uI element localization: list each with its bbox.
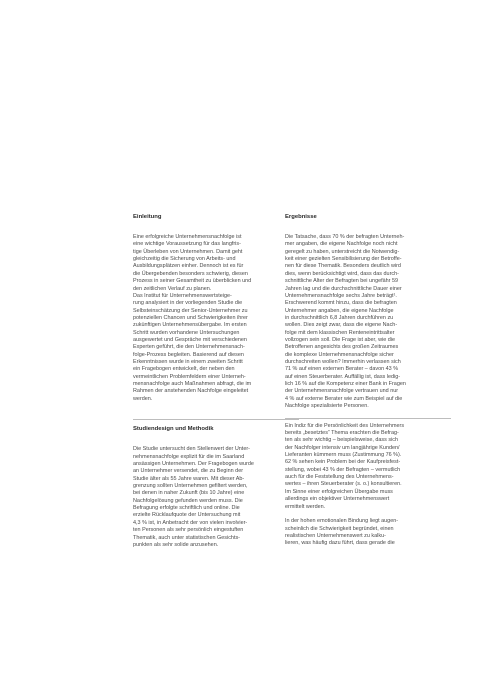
text-line: punkten als sehr solide anzusehen. xyxy=(133,541,219,548)
text-line: 62 % sehen kein Problem bei der Kaufpreisfest- xyxy=(285,459,401,466)
text-line: vermeintlichen Problemfeldern einer Unterneh- xyxy=(133,373,246,380)
text-line: bereits „besetztes“ Thema erachten die Befrag- xyxy=(285,430,399,437)
text-line: mer angaben, die eigene Nachfolge noch nicht xyxy=(285,241,398,248)
text-line: 4,3 % ist, in Anbetracht der von vielen involvier- xyxy=(133,519,248,526)
text-line: allerdings ein objektiver Unternehmenswert xyxy=(285,496,390,503)
text-line: auf einen Steuerberater. Auffällig ist, dass ledig- xyxy=(285,373,401,380)
text-line: Erschwerend kommt hinzu, dass die befragten xyxy=(285,300,397,307)
results-paragraph xyxy=(285,234,451,410)
intro-paragraph xyxy=(133,234,299,403)
text-line: ten als sehr wichtig – beispielsweise, dass sich xyxy=(285,437,399,444)
personality-paragraph xyxy=(285,423,451,511)
heading-studiendesign: Studiendesign und Methodik xyxy=(133,426,214,433)
text-line: Rahmen der anstehenden Nachfolge eingeleitet xyxy=(133,388,249,395)
text-line: lich 16 % auf die Kompetenz einer Bank in Fragen xyxy=(285,380,406,387)
text-line: Die Tatsache, dass 70 % der befragten Unterneh- xyxy=(285,234,405,241)
text-line: ten Personen als sehr persönlich eingestuften xyxy=(133,527,244,534)
heading-einleitung: Einleitung xyxy=(133,214,162,220)
text-line: geregelt zu haben, unterstreicht die Notwendig- xyxy=(285,248,400,255)
text-line: Schritt wurden vorhandene Untersuchungen xyxy=(133,329,240,336)
text-line: ermittelt werden. xyxy=(285,503,326,510)
text-line: der Unternehmensnachfolge vertrauen und nur xyxy=(285,388,399,395)
text-line: Lieferanten kümmern muss (Zustimmung 76 %). xyxy=(285,452,402,459)
text-line: Nachfolge spezialisierte Personen. xyxy=(285,403,369,409)
text-line: vollzogen sein soll. Die Frage ist aber, wie die xyxy=(285,336,396,343)
text-line: stellung, wobei 43 % der Befragten – vermutlich xyxy=(285,466,401,473)
text-line: Die Studie untersucht den Stellenwert der Unter- xyxy=(133,446,250,453)
text-line: Ausbildungsplätzen einher. Dennoch ist es für xyxy=(133,263,244,270)
text-line: In der hohen emotionalen Bindung liegt augen- xyxy=(285,518,399,525)
text-line: keit einer gezielten Sensibilisierung der Betroffe- xyxy=(285,256,402,263)
text-line: Eine erfolgreiche Unternehmensnachfolge ist xyxy=(133,234,242,241)
text-line: auch für die Feststellung des Unternehmens- xyxy=(285,474,394,481)
text-line: Befragung erfolgte schriftlich und online. Die xyxy=(133,505,240,512)
text-line: Jahren lag und die durchschnittliche Dauer einer xyxy=(285,285,402,292)
right-column xyxy=(285,214,451,548)
text-line: durchschreiten wollen? Immerhin verlassen sich xyxy=(285,358,401,365)
text-line: folge mit dem klassischen Renteneintrittsalter xyxy=(285,329,395,336)
text-line: potenziellen Chancen und Schwierigkeiten ihrer xyxy=(133,314,248,321)
text-line: realistischen Unternehmenswert zu kalku- xyxy=(285,532,386,539)
text-line: Im Sinne einer erfolgreichen Übergabe muss xyxy=(285,488,393,495)
text-line: Das Institut für Unternehmenswertsteige- xyxy=(133,292,232,299)
text-line: scheinlich die Schwierigkeit begründet, einen xyxy=(285,525,394,532)
text-line: 71 % auf einen externen Berater – davon 43 % xyxy=(285,366,399,373)
text-line: nen für diese Thematik. Besonders deutlich wird xyxy=(285,263,401,270)
text-line: ausgewertet und Gespräche mit verschiedenen xyxy=(133,336,247,343)
text-line: schnittliche Alter der Befragten bei ungefähr 59 xyxy=(285,278,399,285)
text-line: rung analysiert in der vorliegenden Studie die xyxy=(133,300,243,307)
left-column xyxy=(133,214,299,549)
text-line: lieren, was häufig dazu führt, dass gerade die xyxy=(285,540,395,547)
text-line: mensnachfolge auch Maßnahmen abfragt, die im xyxy=(133,380,252,387)
design-paragraph xyxy=(133,446,299,549)
text-line: Selbsteinschätzung der Senior-Unternehmer zu xyxy=(133,307,248,314)
text-line: wertes – ihren Steuerberater (s. o.) konsultieren. xyxy=(285,481,402,488)
text-line: Thematik, auch unter statistischen Gesichts- xyxy=(133,534,240,541)
text-line: an Unternehmer versendet, die zu Beginn der xyxy=(133,468,244,475)
text-line: den zeitlichen Verlauf zu planen. xyxy=(133,285,212,292)
text-line: Nachfolgelösung gefunden werden muss. Die xyxy=(133,497,243,504)
text-line: eine wichtige Voraussetzung für das langfris- xyxy=(133,241,241,248)
text-line: die komplexe Unternehmensnachfolge sicher xyxy=(285,351,394,358)
heading-ergebnisse: Ergebnisse xyxy=(285,214,317,220)
text-line: bei denen in naher Zukunft (bis 10 Jahre) eine xyxy=(133,490,245,497)
text-line: ansässigen Unternehmen. Der Fragebogen wurde xyxy=(133,461,254,468)
text-line: werden. xyxy=(133,395,153,402)
text-line: 4 % auf externe Berater wie zum Beispiel auf die xyxy=(285,395,403,402)
text-line: Erkenntnissen wurde in einem zweiten Schritt xyxy=(133,358,243,365)
text-line: tige Überleben von Unternehmen. Damit geht xyxy=(133,248,243,255)
text-line: Unternehmer angaben, die eigene Nachfolge xyxy=(285,307,394,314)
text-line: ein Fragebogen entwickelt, der neben den xyxy=(133,366,235,373)
text-line: Studie älter als 55 Jahre waren. Mit dieser Ab- xyxy=(133,475,245,482)
text-line: grenzung sollten Unternehmen gefiltert werden, xyxy=(133,483,248,490)
text-line: Betroffenen angesichts des großen Zeitraumes xyxy=(285,344,399,351)
text-line: nehmensnachfolge explizit für die im Saarland xyxy=(133,453,245,460)
text-line: zukünftigen Unternehmensübergabe. Im ersten xyxy=(133,322,247,329)
text-line: folge-Prozess begleiten. Basierend auf diesen xyxy=(133,351,244,358)
emotional-bond-paragraph xyxy=(285,518,451,547)
text-line: der Nachfolger intensiv um langjährige Kunden/ xyxy=(285,444,400,451)
text-line: Ein Indiz für die Persönlichkeit des Unternehmers xyxy=(285,422,405,429)
text-line: die Übergebenden besonders schwierig, diesen xyxy=(133,270,248,277)
text-line: Unternehmensnachfolge sechs Jahre beträgt¹. xyxy=(285,292,397,299)
text-line: erzielte Rücklaufquote der Untersuchung mit xyxy=(133,512,241,519)
text-line: dies, wenn berücksichtigt wird, dass das durch- xyxy=(285,270,399,277)
text-line: in durchschnittlich 6,8 Jahren durchführen zu xyxy=(285,314,394,321)
text-line: wollen. Dies zeigt zwar, dass die eigene Nach- xyxy=(285,322,398,329)
text-line: Experten geführt, die den Unternehmensnach- xyxy=(133,344,245,351)
text-line: gleichzeitig die Sicherung von Arbeits- und xyxy=(133,256,236,263)
text-line: Prozess in seiner Gesamtheit zu überblicken und xyxy=(133,278,252,285)
